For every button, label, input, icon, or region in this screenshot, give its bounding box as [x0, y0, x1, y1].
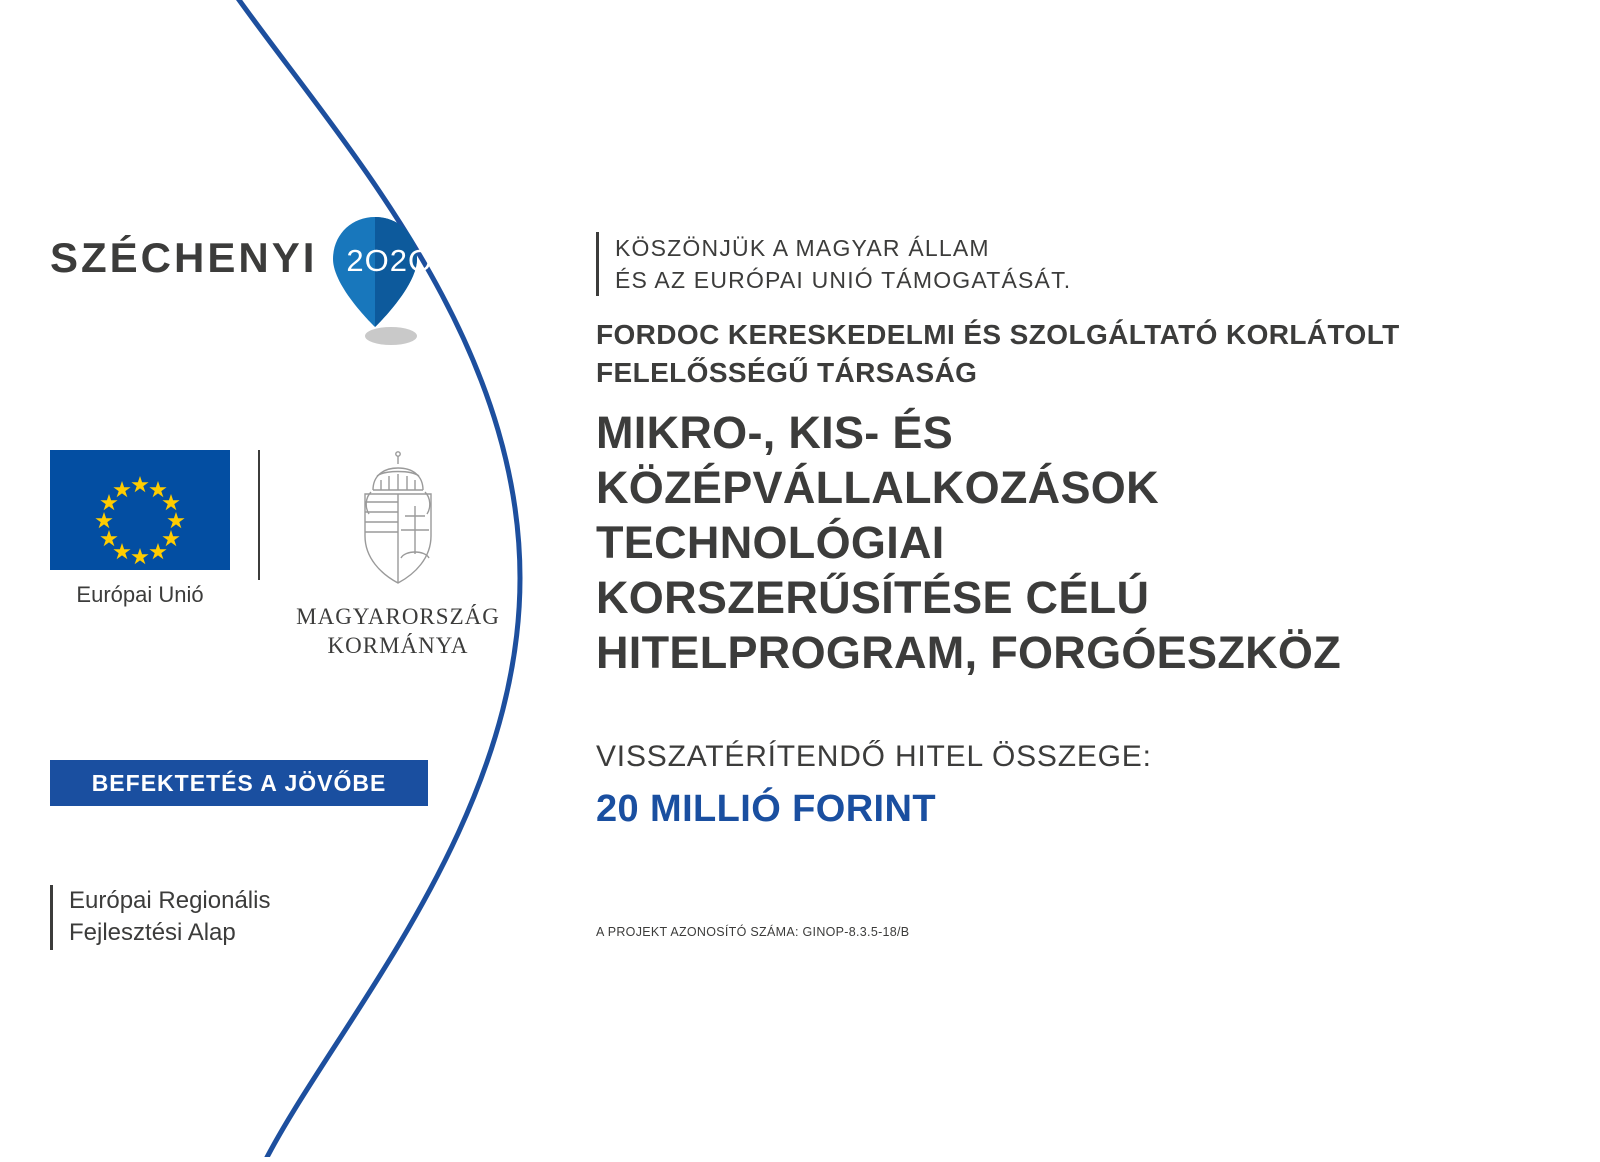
thanks-line1: KÖSZÖNJÜK A MAGYAR ÁLLAM	[615, 235, 990, 261]
fund-line1: Európai Regionális	[69, 887, 271, 914]
project-title-line2: KÖZÉPVÁLLALKOZÁSOK	[596, 461, 1159, 513]
project-title-line1: MIKRO-, KIS- ÉS	[596, 407, 954, 458]
eu-hungary-logos	[50, 450, 508, 661]
company-line2: FELELŐSSÉGŰ TÁRSASÁG	[596, 356, 978, 388]
hungary-caption	[288, 603, 508, 661]
fund-text	[69, 885, 270, 950]
hungary-caption-line1: MAGYARORSZÁG	[296, 604, 500, 629]
fund-line2: Fejlesztési Alap	[69, 919, 236, 947]
company-line1: FORDOC KERESKEDELMI ÉS SZOLGÁLTATÓ KORLÁTOLT	[596, 319, 1400, 350]
project-title-line4: KORSZERŰSÍTÉSE CÉLÚ	[596, 571, 1150, 623]
thanks-text	[615, 232, 1071, 296]
project-title-line3: TECHNOLÓGIAI	[596, 516, 945, 568]
eu-caption: Európai Unió	[76, 582, 204, 607]
fund-accent-bar	[50, 885, 53, 950]
right-content-column	[596, 0, 1536, 1157]
eu-flag-icon	[50, 450, 230, 570]
project-title-line5: HITELPROGRAM, FORGÓESZKÖZ	[596, 626, 1341, 678]
fund-name	[50, 885, 270, 950]
logo-divider	[258, 450, 260, 580]
szechenyi-year: 2O2O	[346, 243, 434, 278]
map-pin-icon	[327, 215, 432, 350]
company-name	[596, 316, 1496, 392]
project-identifier: A PROJEKT AZONOSÍTÓ SZÁMA: GINOP-8.3.5-18/B	[596, 925, 910, 939]
szechenyi-2020-logo	[50, 215, 432, 350]
status-badge: BEFEKTETÉS A JÖVŐBE	[50, 760, 428, 806]
thanks-line2: ÉS AZ EURÓPAI UNIÓ TÁMOGATÁSÁT.	[615, 267, 1072, 294]
thanks-block	[596, 232, 1071, 296]
eu-logo	[50, 450, 230, 608]
left-logo-column	[0, 0, 540, 1157]
thanks-accent-bar	[596, 232, 599, 296]
hungary-logo	[288, 450, 508, 661]
szechenyi-wordmark: SZÉCHENYI	[50, 234, 318, 281]
hungary-coat-of-arms-icon	[288, 450, 508, 595]
amount-value: 20 MILLIÓ FORINT	[596, 788, 936, 830]
amount-label: VISSZATÉRÍTENDŐ HITEL ÖSSZEGE:	[596, 740, 1152, 773]
hungary-caption-line2: KORMÁNYA	[327, 632, 469, 658]
page-title	[596, 406, 1516, 680]
